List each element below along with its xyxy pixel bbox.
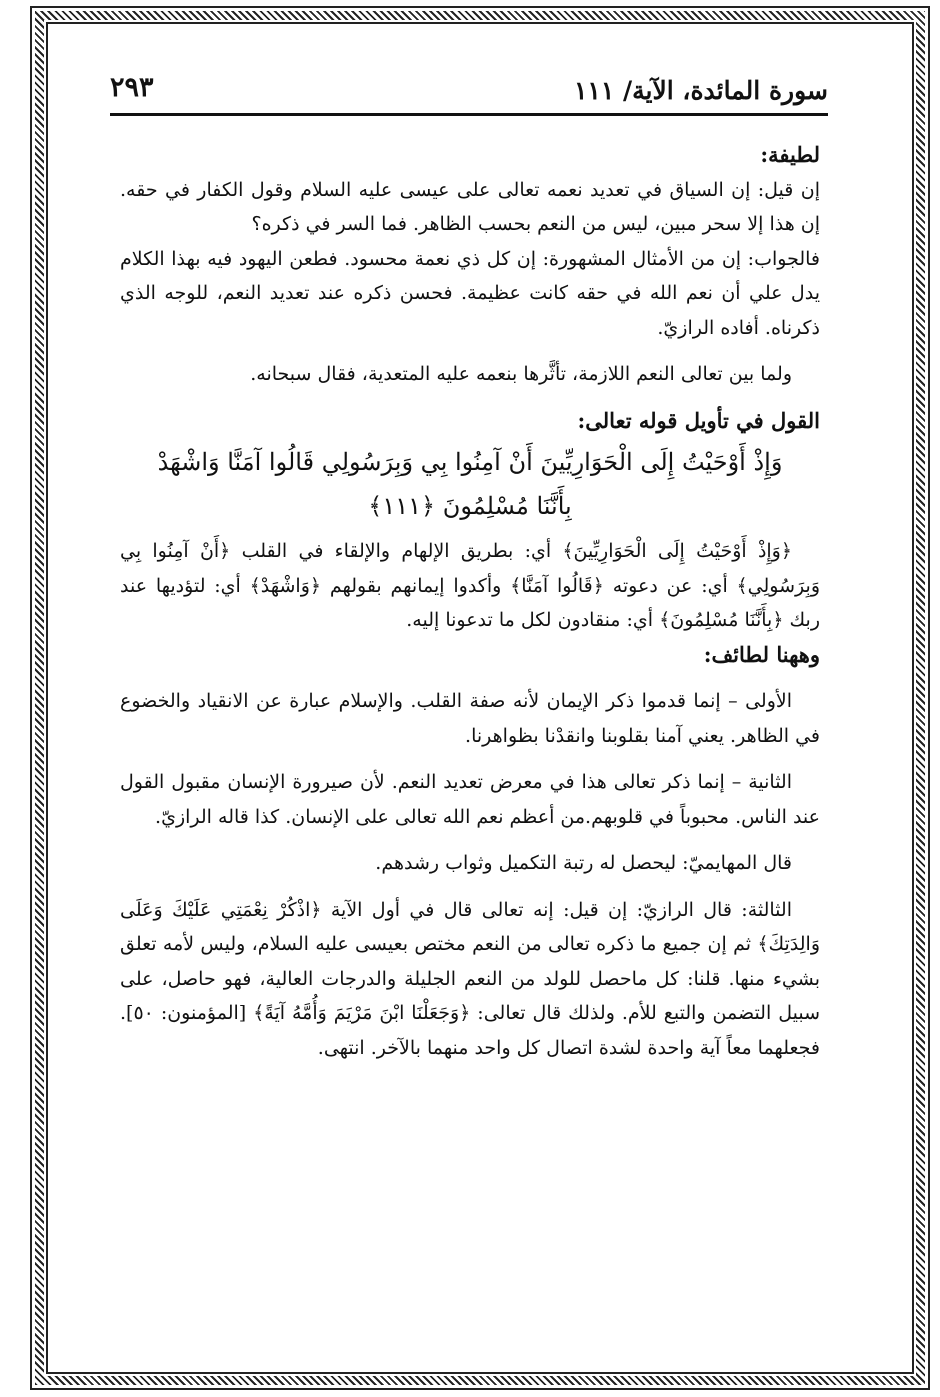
paragraph-tafsir: ﴿وَإِذْ أَوْحَيْتُ إِلَى الْحَوَارِيِّينَ﴾ أي: بطريق الإلهام والإلقاء في القلب ﴿أَنْ آمِنُوا بِي وَبِرَسُولِي﴾ أي: عن دعوته ﴿قَالُوا آمَنَّا﴾ وأكدوا إيمانهم بقولهم ﴿وَاشْهَدْ﴾ أي: لتؤديها عند ربك ﴿بِأَنَّنَا مُسْلِمُونَ﴾ أي: منقادون لكل ما تدعونا إليه. bbox=[120, 540, 820, 631]
paragraph-second-point: الثانية – إنما ذكر تعالى هذا في معرض تعديد النعم. لأن صيرورة الإنسان مقبول القول عند الناس. محبوباً في قلوبهم.من أعظم نعم الله تعالى على الإنسان. كذا قاله الرازيّ. bbox=[120, 771, 820, 828]
paragraph-answer: فالجواب: إن من الأمثال المشهورة: إن كل ذي نعمة محسود. فطعن اليهود فيه بهذا الكلام يدل علي أن نعم الله في حقه كانت عظيمة. فحسن ذكره عند تعديد النعم، للوجه الذي ذكرناه. أفاده الرازيّ. bbox=[120, 247, 820, 339]
section-heading-lataif: وههنا لطائف: bbox=[703, 641, 820, 667]
paragraph-third-point: الثالثة: قال الرازيّ: إن قيل: إنه تعالى قال في أول الآية ﴿اذْكُرْ نِعْمَتِي عَلَيْكَ وَعَلَى وَالِدَتِكَ﴾ ثم إن جميع ما ذكره تعالى من النعم مختص بعيسى عليه السلام، وليس لأمه تعلق بشيء منها. قلنا: كل ماحصل للولد من النعم الجليلة والدرجات العالية، فهو حاصل، على سبيل التضمن والتبع للأم. ولذلك قال تعالى: ﴿وَجَعَلْنَا ابْنَ مَرْيَمَ وَأُمَّهُ آيَةً﴾ [المؤمنون: ٥٠]. فجعلهما معاً آية واحدة لشدة اتصال كل واحد منهما بالآخر. انتهى. bbox=[120, 898, 820, 1059]
running-header bbox=[110, 66, 828, 116]
quran-verse-line-2: بِأَنَّنَا مُسْلِمُونَ ﴿١١١﴾ bbox=[368, 492, 572, 520]
header-title: سورة المائدة، الآية/ ١١١ bbox=[573, 76, 828, 105]
paragraph-transition: ولما بين تعالى النعم اللازمة، تأثَّرها بنعمه عليه المتعدية، فقال سبحانه. bbox=[250, 363, 792, 385]
page-body bbox=[120, 138, 820, 1065]
paragraph-mahaimi: قال المهايميّ: ليحصل له رتبة التكميل وثواب رشدهم. bbox=[375, 852, 792, 874]
page-number: ٢٩٣ bbox=[110, 72, 154, 103]
section-heading-tawil: القول في تأويل قوله تعالى: bbox=[577, 407, 820, 433]
paragraph-first-point: الأولى – إنما قدموا ذكر الإيمان لأنه صفة القلب. والإسلام عبارة عن الانقياد والخضوع في الظاهر. يعني آمنا بقلوبنا وانقدْنا بظواهرنا. bbox=[120, 690, 820, 747]
paragraph-question: إن قيل: إن السياق في تعديد نعمه تعالى على عيسى عليه السلام وقول الكفار في حقه. إن هذا إلا سحر مبين، ليس من النعم بحسب الظاهر. فما السر في ذكره؟ bbox=[120, 178, 820, 235]
header-divider bbox=[110, 113, 828, 116]
quran-verse-line-1: وَإِذْ أَوْحَيْتُ إِلَى الْحَوَارِيِّينَ أَنْ آمِنُوا بِي وَبِرَسُولِي قَالُوا آمَنَّا وَاشْهَدْ bbox=[157, 448, 783, 476]
section-heading-latifa: لطيفة: bbox=[760, 142, 820, 167]
